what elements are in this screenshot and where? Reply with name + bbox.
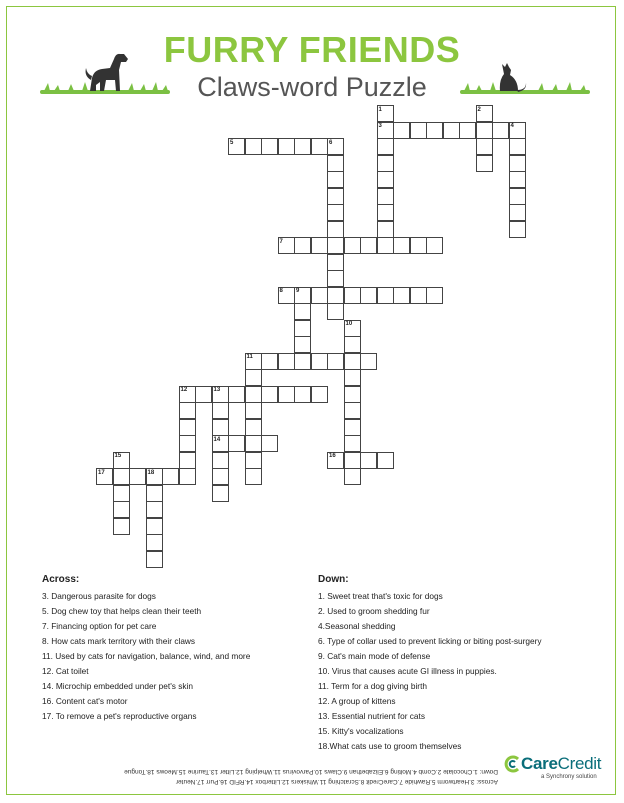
- crossword-cell[interactable]: [294, 237, 311, 254]
- across-clues: [42, 574, 250, 724]
- crossword-cell[interactable]: [113, 468, 130, 485]
- crossword-cell[interactable]: [311, 287, 328, 304]
- crossword-cell[interactable]: [509, 155, 526, 172]
- crossword-cell[interactable]: [327, 221, 344, 238]
- crossword-cell[interactable]: [459, 122, 476, 139]
- logo-wordmark: [521, 754, 601, 774]
- crossword-cell[interactable]: [476, 122, 493, 139]
- crossword-cell[interactable]: [327, 254, 344, 271]
- across-heading: Across:: [42, 574, 80, 585]
- crossword-cell[interactable]: [261, 435, 278, 452]
- crossword-cell[interactable]: [393, 237, 410, 254]
- crossword-cell[interactable]: [393, 122, 410, 139]
- clue-number: 17: [98, 469, 105, 476]
- clue-number: 15: [114, 453, 122, 459]
- crossword-cell[interactable]: [410, 237, 427, 254]
- across-clue: 5. Dog chew toy that helps clean their teeth: [42, 606, 202, 616]
- crossword-cell[interactable]: [146, 551, 163, 568]
- clue-number: 8: [279, 288, 283, 294]
- down-clue: 10. Virus that causes acute GI illness in puppies.: [318, 666, 497, 676]
- crossword-cell[interactable]: [179, 402, 196, 419]
- crossword-cell[interactable]: [509, 204, 526, 221]
- crossword-cell[interactable]: [327, 237, 344, 254]
- crossword-cell[interactable]: [393, 287, 410, 304]
- crossword-cell[interactable]: [245, 386, 262, 403]
- crossword-cell[interactable]: [146, 518, 163, 535]
- down-clue: 1. Sweet treat that's toxic for dogs: [318, 591, 443, 601]
- crossword-cell[interactable]: [245, 138, 262, 155]
- crossword-cell[interactable]: [443, 122, 460, 139]
- crossword-cell[interactable]: [261, 138, 278, 155]
- crossword-cell[interactable]: [245, 402, 262, 419]
- down-clues: [318, 574, 542, 754]
- crossword-cell[interactable]: [344, 287, 361, 304]
- crossword-cell[interactable]: [261, 386, 278, 403]
- crossword-cell[interactable]: [294, 320, 311, 337]
- crossword-cell[interactable]: [212, 485, 229, 502]
- crossword-cell[interactable]: [377, 452, 394, 469]
- crossword-cell[interactable]: [228, 386, 245, 403]
- crossword-cell[interactable]: [509, 138, 526, 155]
- answer-key-down: Down: 1.Chocolate 2.Comb 4.Molting 6.Elizabethan 9.Claws 10.Parvovirus 11.Whelping 12.Litter 13.Taurine 15.Meows 18.Tongue: [124, 768, 498, 775]
- down-clue: 2. Used to groom shedding fur: [318, 606, 430, 616]
- down-clue: 6. Type of collar used to prevent licking or biting post-surgery: [318, 636, 542, 646]
- crossword-cell[interactable]: [344, 386, 361, 403]
- crossword-cell[interactable]: [113, 518, 130, 535]
- crossword-cell[interactable]: [146, 485, 163, 502]
- across-clue: 7. Financing option for pet care: [42, 621, 157, 631]
- crossword-cell[interactable]: [179, 468, 196, 485]
- crossword-cell[interactable]: [261, 353, 278, 370]
- clue-number: 12: [180, 387, 188, 393]
- clue-number: 1: [378, 106, 382, 113]
- logo-brand-a: Care: [521, 754, 558, 773]
- crossword-cell[interactable]: [377, 204, 394, 221]
- crossword-cell[interactable]: [228, 435, 245, 452]
- crossword-cell[interactable]: [377, 237, 394, 254]
- crossword-cell[interactable]: [327, 270, 344, 287]
- clue-number: 16: [329, 453, 336, 459]
- crossword-cell[interactable]: [212, 419, 229, 436]
- crossword-cell[interactable]: [327, 204, 344, 221]
- answer-key-across: Across: 3.Heartworm 5.Rawhide 7.CareCredit 8.Scratching 11.Whiskers 12.Litterbox 14.RFID 16.Purr 17.Neuter: [175, 778, 498, 785]
- crossword-cell[interactable]: [426, 287, 443, 304]
- crossword-cell[interactable]: [311, 237, 328, 254]
- crossword-cell[interactable]: [245, 435, 262, 452]
- crossword-cell[interactable]: [311, 353, 328, 370]
- crossword-cell[interactable]: [344, 369, 361, 386]
- crossword-cell[interactable]: [179, 419, 196, 436]
- crossword-cell[interactable]: [492, 122, 509, 139]
- crossword-cell[interactable]: [410, 122, 427, 139]
- across-clue: 14. Microchip embedded under pet's skin: [42, 681, 194, 691]
- crossword-cell[interactable]: [360, 287, 377, 304]
- crossword-cell[interactable]: [344, 452, 361, 469]
- crossword-cell[interactable]: [294, 336, 311, 353]
- crossword-cell[interactable]: [377, 138, 394, 155]
- clue-number: 7: [279, 238, 283, 245]
- crossword-cell[interactable]: [162, 468, 179, 485]
- crossword-cell[interactable]: [195, 386, 212, 403]
- across-clue: 16. Content cat's motor: [42, 696, 128, 706]
- crossword-cell[interactable]: [327, 171, 344, 188]
- down-clue: 15. Kitty's vocalizations: [318, 726, 404, 736]
- crossword-cell[interactable]: [179, 435, 196, 452]
- down-clue: 9. Cat's main mode of defense: [318, 651, 431, 661]
- crossword-cell[interactable]: [426, 122, 443, 139]
- crossword-cell[interactable]: [327, 303, 344, 320]
- crossword-cell[interactable]: [327, 287, 344, 304]
- crossword-cell[interactable]: [278, 386, 295, 403]
- down-clue: 12. A group of kittens: [318, 696, 396, 706]
- crossword-cell[interactable]: [245, 468, 262, 485]
- crossword-cell[interactable]: [476, 138, 493, 155]
- crossword-cell[interactable]: [360, 452, 377, 469]
- down-clue: 11. Term for a dog giving birth: [318, 681, 427, 691]
- crossword-cell[interactable]: [113, 485, 130, 502]
- down-clue: 4.Seasonal shedding: [318, 621, 396, 631]
- clue-number: 18: [147, 469, 155, 476]
- crossword-cell[interactable]: [327, 188, 344, 205]
- crossword-cell[interactable]: [426, 237, 443, 254]
- crossword-cell[interactable]: [212, 452, 229, 469]
- crossword-cell[interactable]: [377, 171, 394, 188]
- crossword-cell[interactable]: [377, 155, 394, 172]
- crossword-cell[interactable]: [294, 303, 311, 320]
- crossword-cell[interactable]: [146, 534, 163, 551]
- across-clue: 12. Cat toilet: [42, 666, 89, 676]
- crossword-cell[interactable]: [245, 419, 262, 436]
- crossword-cell[interactable]: [476, 155, 493, 172]
- crossword-cell[interactable]: [377, 287, 394, 304]
- crossword-cell[interactable]: [377, 188, 394, 205]
- crossword-cell[interactable]: [509, 188, 526, 205]
- clue-number: 3: [378, 123, 382, 129]
- down-heading: Down:: [318, 574, 349, 585]
- crossword-cell[interactable]: [344, 402, 361, 419]
- crossword-cell[interactable]: [278, 353, 295, 370]
- crossword-cell[interactable]: [212, 402, 229, 419]
- clue-number: 14: [213, 436, 221, 443]
- crossword-cell[interactable]: [410, 287, 427, 304]
- crossword-cell[interactable]: [311, 386, 328, 403]
- across-clue: 3. Dangerous parasite for dogs: [42, 591, 156, 601]
- clue-number: 5: [230, 139, 234, 146]
- crossword-cell[interactable]: [294, 386, 311, 403]
- crossword-cell[interactable]: [360, 353, 377, 370]
- crossword-cell[interactable]: [344, 353, 361, 370]
- clue-number: 4: [510, 123, 514, 129]
- crossword-cell[interactable]: [113, 501, 130, 518]
- crossword-cell[interactable]: [360, 237, 377, 254]
- crossword-cell[interactable]: [278, 138, 295, 155]
- crossword-cell[interactable]: [311, 138, 328, 155]
- logo-tagline: a Synchrony solution: [541, 774, 597, 780]
- crossword-cell[interactable]: [344, 237, 361, 254]
- crossword-cell[interactable]: [509, 221, 526, 238]
- crossword-cell[interactable]: [294, 138, 311, 155]
- across-clue: 8. How cats mark territory with their claws: [42, 636, 196, 646]
- down-clue: 13. Essential nutrient for cats: [318, 711, 425, 721]
- crossword-cell[interactable]: [146, 501, 163, 518]
- crossword-cell[interactable]: [344, 435, 361, 452]
- clue-number: 13: [213, 387, 221, 393]
- crossword-cell[interactable]: [509, 171, 526, 188]
- across-clue: 11. Used by cats for navigation, balance, wind, and more: [42, 651, 251, 661]
- page-title: FURRY FRIENDS: [163, 29, 461, 70]
- crossword-cell[interactable]: [245, 452, 262, 469]
- crossword-cell[interactable]: [245, 369, 262, 386]
- crossword-cell[interactable]: [129, 468, 146, 485]
- clue-number: 10: [345, 321, 353, 327]
- logo-brand-b: Credit: [557, 754, 602, 773]
- clue-number: 6: [329, 139, 333, 146]
- carecredit-logo: [503, 752, 605, 784]
- answer-key: [38, 766, 498, 786]
- carecredit-logo-icon: [503, 755, 521, 773]
- page-subtitle: Claws-word Puzzle: [197, 72, 427, 102]
- crossword-cell[interactable]: [327, 353, 344, 370]
- crossword-cell[interactable]: [344, 336, 361, 353]
- clue-number: 11: [246, 354, 253, 360]
- crossword-cell[interactable]: [179, 452, 196, 469]
- crossword-cell[interactable]: [377, 221, 394, 238]
- crossword-cell[interactable]: [212, 468, 229, 485]
- crossword-cell[interactable]: [344, 468, 361, 485]
- down-clue: 18.What cats use to groom themselves: [318, 741, 462, 751]
- crossword-cell[interactable]: [344, 419, 361, 436]
- clue-number: 9: [296, 288, 300, 294]
- clue-number: 2: [477, 106, 481, 113]
- across-clue: 17. To remove a pet's reproductive organs: [42, 711, 197, 721]
- crossword-cell[interactable]: [294, 353, 311, 370]
- crossword-cell[interactable]: [327, 155, 344, 172]
